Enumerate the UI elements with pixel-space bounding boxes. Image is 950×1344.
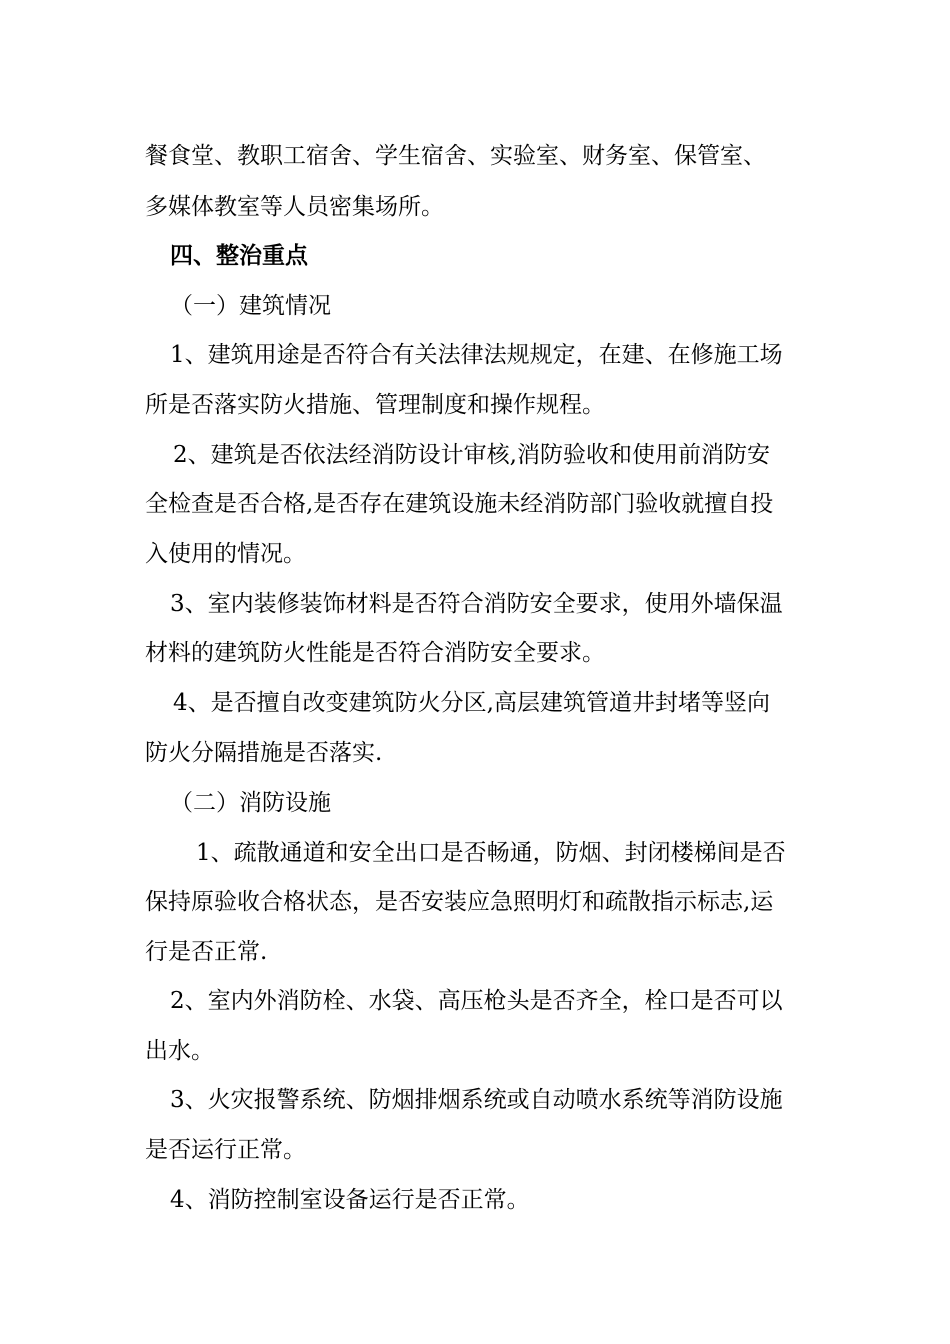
body-text-line: 保持原验收合格状态，是否安装应急照明灯和疏散指示标志,运 (145, 889, 774, 915)
body-text-line: 所是否落实防火措施、管理制度和操作规程。 (145, 392, 605, 418)
list-item-text: 1、建筑用途是否符合有关法律法规规定，在建、在修施工场 (170, 342, 783, 368)
list-item-text: 4、是否擅自改变建筑防火分区,高层建筑管道井封堵等竖向 (173, 690, 770, 716)
subsection-heading: （二）消防设施 (170, 790, 331, 816)
list-item-text: 3、火灾报警系统、防烟排烟系统或自动喷水系统等消防设施 (170, 1087, 783, 1113)
body-text-line: 全检查是否合格,是否存在建筑设施未经消防部门验收就擅自投 (145, 491, 774, 517)
section-heading: 四、整治重点 (170, 242, 308, 269)
body-text-line: 餐食堂、教职工宿舍、学生宿舍、实验室、财务室、保管室、 (145, 143, 766, 169)
list-item-text: 1、疏散通道和安全出口是否畅通，防烟、封闭楼梯间是否 (196, 840, 786, 866)
list-item-text: 2、建筑是否依法经消防设计审核,消防验收和使用前消防安 (173, 442, 770, 468)
body-text-line: 多媒体教室等人员密集场所。 (145, 194, 444, 220)
list-item-text: 4、消防控制室设备运行是否正常。 (170, 1187, 530, 1213)
body-text-line: 是否运行正常。 (145, 1137, 306, 1163)
body-text-line: 出水。 (145, 1038, 214, 1064)
subsection-heading: （一）建筑情况 (170, 293, 331, 319)
body-text-line: 材料的建筑防火性能是否符合消防安全要求。 (145, 640, 605, 666)
body-text-line: 防火分隔措施是否落实. (145, 740, 383, 766)
body-text-line: 入使用的情况。 (145, 541, 306, 567)
body-text-line: 行是否正常. (145, 939, 268, 965)
list-item-text: 2、室内外消防栓、水袋、高压枪头是否齐全，栓口是否可以 (170, 988, 783, 1014)
list-item-text: 3、室内装修装饰材料是否符合消防安全要求，使用外墙保温 (170, 591, 783, 617)
